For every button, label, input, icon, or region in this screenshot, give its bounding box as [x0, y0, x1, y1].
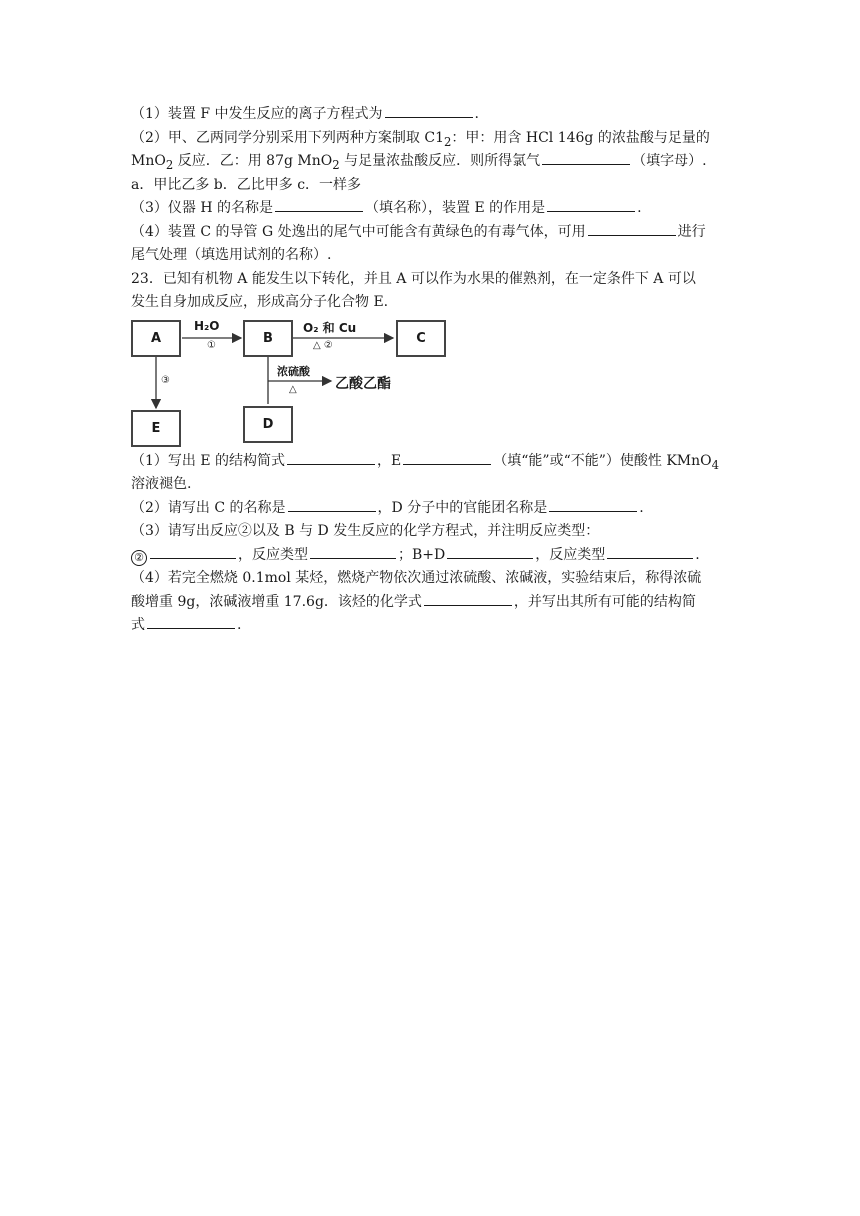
q22-part1 [131, 103, 731, 127]
answer-blank[interactable] [542, 150, 630, 165]
answer-blank[interactable] [150, 544, 236, 559]
answer-blank[interactable] [288, 497, 376, 512]
q22-p2-text-c: 与足量浓盐酸反应．则所得氯气 [339, 153, 541, 169]
answer-blank[interactable] [424, 591, 512, 606]
label-conc-sulfuric-acid: 浓硫酸 [277, 364, 310, 378]
q23-s2-text-b: ，D 分子中的官能团名称是 [377, 499, 548, 516]
q23-part4-line3 [131, 614, 731, 638]
q23-part2 [131, 497, 731, 521]
node-d: D [243, 406, 293, 443]
period: . [639, 499, 644, 516]
answer-blank[interactable] [310, 544, 396, 559]
q22-p2-text: （2）甲、乙两同学分别采用下列两种方案制取 C1 [131, 129, 444, 146]
q22-p4-text-b: 进行 [677, 223, 706, 240]
node-c: C [396, 320, 446, 357]
answer-blank[interactable] [385, 103, 473, 118]
circled-number-2: ② [131, 550, 147, 566]
q23-intro: 23．已知有机物 A 能发生以下转化，并且 A 可以作为水果的催熟剂，在一定条件下 A 可以 [131, 270, 696, 287]
q22-options: a．甲比乙多 b．乙比甲多 c．一样多 [131, 176, 362, 193]
period: . [237, 617, 242, 633]
q23-part1-line1 [131, 450, 731, 474]
node-b: B [243, 320, 293, 357]
answer-blank[interactable] [287, 450, 375, 465]
q23-part1-line2 [131, 473, 731, 497]
q23-part4-line1 [131, 567, 731, 591]
q23-intro-line1 [131, 268, 731, 292]
q23-s4-text: （4）若完全燃烧 0.1mol 某烃，燃烧产物依次通过浓硫酸、浓碱液，实验结束后，称得浓硫 [131, 570, 702, 586]
q23-s1-text-d: 溶液褪色. [131, 476, 192, 492]
q22-part4-line1 [131, 221, 731, 245]
period: . [695, 546, 700, 563]
label-ethyl-acetate: 乙酸乙酯 [335, 375, 391, 392]
q23-intro-cont: 发生自身加成反应，形成高分子化合物 E. [131, 294, 389, 310]
subscript: 2 [332, 157, 340, 172]
q22-p4-text: （4）装置 C 的导管 G 处逸出的尾气中可能含有黄绿色的有毒气体，可用 [131, 223, 586, 240]
answer-blank[interactable] [607, 544, 693, 559]
q22-part2-line2 [131, 150, 731, 174]
answer-blank[interactable] [588, 221, 676, 236]
label-o2-cu: O₂ 和 Cu [303, 320, 357, 335]
answer-blank[interactable] [275, 197, 363, 212]
q23-s3-text-c: ；B+D [398, 546, 446, 563]
subscript: 2 [165, 157, 174, 172]
q23-s2-text: （2）请写出 C 的名称是 [131, 499, 286, 516]
q23-s4-text-d: 式 [131, 617, 145, 633]
label-step2: △ ② [313, 339, 333, 351]
q23-intro-line2 [131, 291, 731, 315]
q22-p2-text-cont: ：甲：用含 HCl 146g 的浓盐酸与足量的 [451, 129, 710, 146]
q23-s4-text-b: 酸增重 9g，浓碱液增重 17.6g．该烃的化学式 [131, 593, 422, 610]
reaction-flow-diagram [131, 317, 451, 447]
q23-part3-line2 [131, 544, 731, 568]
subscript: 4 [711, 457, 720, 472]
period: . [637, 200, 642, 216]
q23-s4-text-c: ，并写出其所有可能的结构简 [513, 593, 696, 610]
q23-s3-text: （3）请写出反应②以及 B 与 D 发生反应的化学方程式，并注明反应类型： [131, 523, 600, 539]
q23-s3-text-b: ，反应类型 [238, 546, 308, 563]
q22-p4-text-c: 尾气处理（填选用试剂的名称）. [131, 247, 332, 263]
q23-s1-text-b: ，E [377, 452, 402, 469]
answer-blank[interactable] [447, 544, 533, 559]
answer-blank[interactable] [549, 497, 637, 512]
q22-p3-text-b: （填名称），装置 E 的作用是 [365, 200, 546, 216]
node-a: A [131, 320, 181, 357]
q23-part3-line1 [131, 520, 731, 544]
q22-part4-line2 [131, 244, 731, 268]
answer-blank[interactable] [403, 450, 491, 465]
q22-p2-text-d: （填字母）. [632, 153, 707, 169]
q23-s1-text-c: （填“能”或“不能”）使酸性 KMnO [493, 452, 712, 469]
period: . [474, 106, 479, 122]
q23-s3-text-d: ，反应类型 [535, 546, 606, 563]
q22-p2-text-b: 反应．乙：用 87g MnO [173, 153, 333, 169]
label-step1: ① [207, 339, 216, 351]
node-e: E [131, 410, 181, 447]
mno2-formula: MnO [131, 153, 166, 169]
q22-p3-text: （3）仪器 H 的名称是 [131, 200, 274, 216]
q22-part2-line1 [131, 127, 731, 151]
q23-s1-text: （1）写出 E 的结构简式 [131, 452, 286, 469]
label-h2o: H₂O [194, 318, 220, 333]
q22-part3 [131, 197, 731, 221]
label-heat: △ [289, 383, 297, 395]
q22-part2-options [131, 174, 731, 198]
exam-page [131, 103, 731, 638]
q22-p1-text: （1）装置 F 中发生反应的离子方程式为 [131, 106, 383, 122]
label-step3: ③ [161, 374, 170, 386]
q23-part4-line2 [131, 591, 731, 615]
subscript: 2 [443, 134, 452, 149]
answer-blank[interactable] [147, 614, 235, 629]
answer-blank[interactable] [547, 197, 635, 212]
